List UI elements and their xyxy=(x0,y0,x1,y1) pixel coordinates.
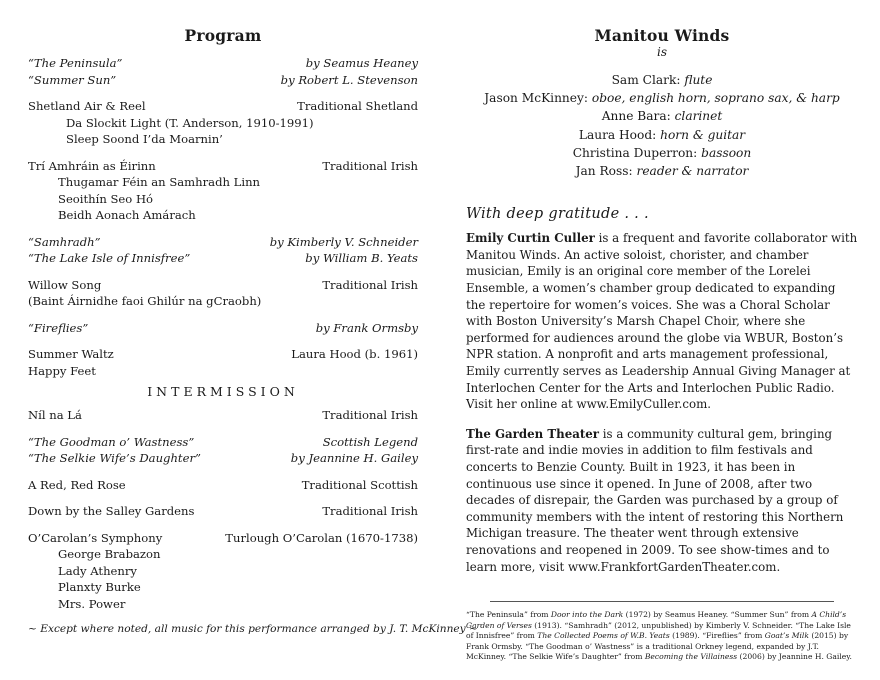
bio-text: is a frequent and favorite collaborator with Manitou Winds. An active soloist, chorister, and chamber musician, Emily is an original core member of the Lorelei Ensemble, a women’s chamber group dedicated to expanding the repertoire for women’s voices. She was a Choral Scholar with Boston University’s Marsh Chapel Choir, where she performed for audiences around the globe via WBUR, Boston’s NPR station. A nonprofit and arts management professional, Emily currently serves as Leadership Annual Giving Manager at Interlochen Center for the Arts and Interlochen Public Radio. Visit her online at www.EmilyCuller.com. xyxy=(466,231,858,412)
piece-title: Summer Waltz xyxy=(28,347,114,361)
piece-title: Níl na Lá xyxy=(28,408,82,422)
member-instrument: oboe, english horn, soprano sax, & harp xyxy=(591,91,840,106)
program-line xyxy=(28,234,418,251)
member-instrument: flute xyxy=(684,73,713,87)
sponsor-paragraph xyxy=(466,426,858,575)
member-name: Christina Duperron: xyxy=(572,145,702,160)
piece-title: Happy Feet xyxy=(28,363,96,378)
program-line xyxy=(28,407,418,424)
piece-title: O’Carolan’s Symphony xyxy=(28,530,163,545)
footnote: “The Peninsula” from Door into the Dark (1972) by Seamus Heaney. “Summer Sun” from A Child’s Garden of Verses (1913). “Samhradh” (2012, unpublished) by Kimberly V. Schneider. “The Lake Isle of Innisfree” from The Collected Poems of W.B. Yeats (1989). “Fireflies” from Goat’s Milk (2015) by Frank Ormsby. “The Goodman o’ Wastness” is a traditional Orkney legend, expanded by J.T. McKinney. “The Selkie Wife’s Daughter” from Becoming the Villainess (2006) by Jeannine H. Gailey. xyxy=(466,610,852,662)
piece-origin: Traditional Irish xyxy=(322,158,418,173)
ensemble-subtitle: is xyxy=(657,45,667,59)
piece-author: Scottish Legend xyxy=(322,434,418,449)
member-line xyxy=(466,107,858,125)
piece-origin: Traditional Irish xyxy=(322,408,418,422)
piece-origin: Traditional Shetland xyxy=(297,99,418,113)
piece-title: “Samhradh” xyxy=(28,234,101,249)
movement: Seoithín Seo Hó xyxy=(58,191,154,206)
program-line xyxy=(28,158,418,175)
movement: George Brabazon xyxy=(58,547,161,561)
member-name: Jason McKinney: xyxy=(484,91,592,106)
piece-composer: Turlough O’Carolan (1670-1738) xyxy=(225,530,418,545)
program-line xyxy=(28,320,418,337)
piece-title: “Summer Sun” xyxy=(28,72,117,87)
program-line xyxy=(28,250,418,267)
member-instrument: horn & guitar xyxy=(660,127,746,142)
ensemble-page xyxy=(440,0,880,680)
member-line xyxy=(466,71,858,89)
program-line xyxy=(28,450,418,467)
program-line xyxy=(28,434,418,451)
piece-author: by Robert L. Stevenson xyxy=(280,72,418,87)
bio-paragraph xyxy=(466,230,858,413)
program-title: Program xyxy=(184,26,262,45)
movement: Mrs. Power xyxy=(58,596,126,611)
program-line xyxy=(28,477,418,494)
piece-title: Down by the Salley Gardens xyxy=(28,504,195,518)
bio-name: Emily Curtin Culler xyxy=(466,231,595,246)
intermission-heading: INTERMISSION xyxy=(147,384,299,399)
footnote-divider xyxy=(490,601,834,602)
piece-author: by Seamus Heaney xyxy=(305,56,418,70)
member-line xyxy=(466,89,858,107)
sponsor-text: is a community cultural gem, bringing first-rate and indie movies in addition to film festivals and concerts to Benzie County. Built in 1923, it has been in continuous use since it opened. In June of 2008, after two decades of disrepair, the Garden was purchased by a group of community members with the intent of restoring this Northern Michigan treasure. The theater went through extensive renovations and reopened in 2009. To see show-times and to learn more, visit www.FrankfortGardenTheater.com. xyxy=(466,426,844,574)
member-name: Jan Ross: xyxy=(575,164,637,179)
member-name: Sam Clark: xyxy=(611,73,685,87)
member-instrument: reader & narrator xyxy=(636,164,749,179)
movement: Sleep Soond I’da Moarnin’ xyxy=(66,132,223,146)
piece-title: Willow Song xyxy=(28,277,102,292)
program-line xyxy=(28,277,418,294)
arrangement-note: ~ Except where noted, all music for this performance arranged by J. T. McKinney ~ xyxy=(28,623,478,635)
program-line xyxy=(28,346,418,363)
piece-title: “Fireflies” xyxy=(28,320,89,335)
member-name: Anne Bara: xyxy=(601,109,675,124)
member-name: Laura Hood: xyxy=(578,127,661,142)
piece-author: by Jeannine H. Gailey xyxy=(290,451,418,465)
movement: Beidh Aonach Amárach xyxy=(58,208,196,222)
movement: Planxty Burke xyxy=(58,580,141,594)
sponsor-name: The Garden Theater xyxy=(466,426,600,441)
movement: Da Slockit Light (T. Anderson, 1910-1991) xyxy=(66,115,314,130)
piece-author: by Kimberly V. Schneider xyxy=(269,234,418,249)
member-instrument: bassoon xyxy=(701,145,752,160)
piece-title: Shetland Air & Reel xyxy=(28,99,146,113)
ensemble-title: Manitou Winds xyxy=(594,26,730,45)
piece-title: “The Selkie Wife’s Daughter” xyxy=(28,451,201,465)
piece-title: A Red, Red Rose xyxy=(28,477,126,492)
piece-title: “The Goodman o’ Wastness” xyxy=(28,434,195,449)
piece-origin: Traditional Scottish xyxy=(301,477,418,492)
piece-origin: Traditional Irish xyxy=(322,504,418,518)
member-instrument: clarinet xyxy=(674,109,723,124)
piece-title: “The Lake Isle of Innisfree” xyxy=(28,251,191,265)
program-line xyxy=(28,503,418,520)
movement: Thugamar Féin an Samhradh Linn xyxy=(58,175,261,189)
piece-author: by William B. Yeats xyxy=(305,251,418,265)
program-line xyxy=(28,72,418,89)
piece-composer: Laura Hood (b. 1961) xyxy=(291,347,418,361)
piece-author: by Frank Ormsby xyxy=(315,320,418,335)
member-line xyxy=(466,162,858,180)
program-line xyxy=(28,55,418,72)
piece-title: Trí Amhráin as Éirinn xyxy=(28,158,156,173)
member-line xyxy=(466,126,858,144)
program-line xyxy=(28,98,418,115)
member-line xyxy=(466,144,858,162)
gratitude-heading: With deep gratitude . . . xyxy=(466,206,649,223)
piece-origin: Traditional Irish xyxy=(322,277,418,292)
piece-title: “The Peninsula” xyxy=(28,56,123,70)
piece-subtitle: (Baint Áirnidhe faoi Ghilúr na gCraobh) xyxy=(28,294,262,308)
movement: Lady Athenry xyxy=(58,563,137,578)
program-line xyxy=(28,530,418,547)
